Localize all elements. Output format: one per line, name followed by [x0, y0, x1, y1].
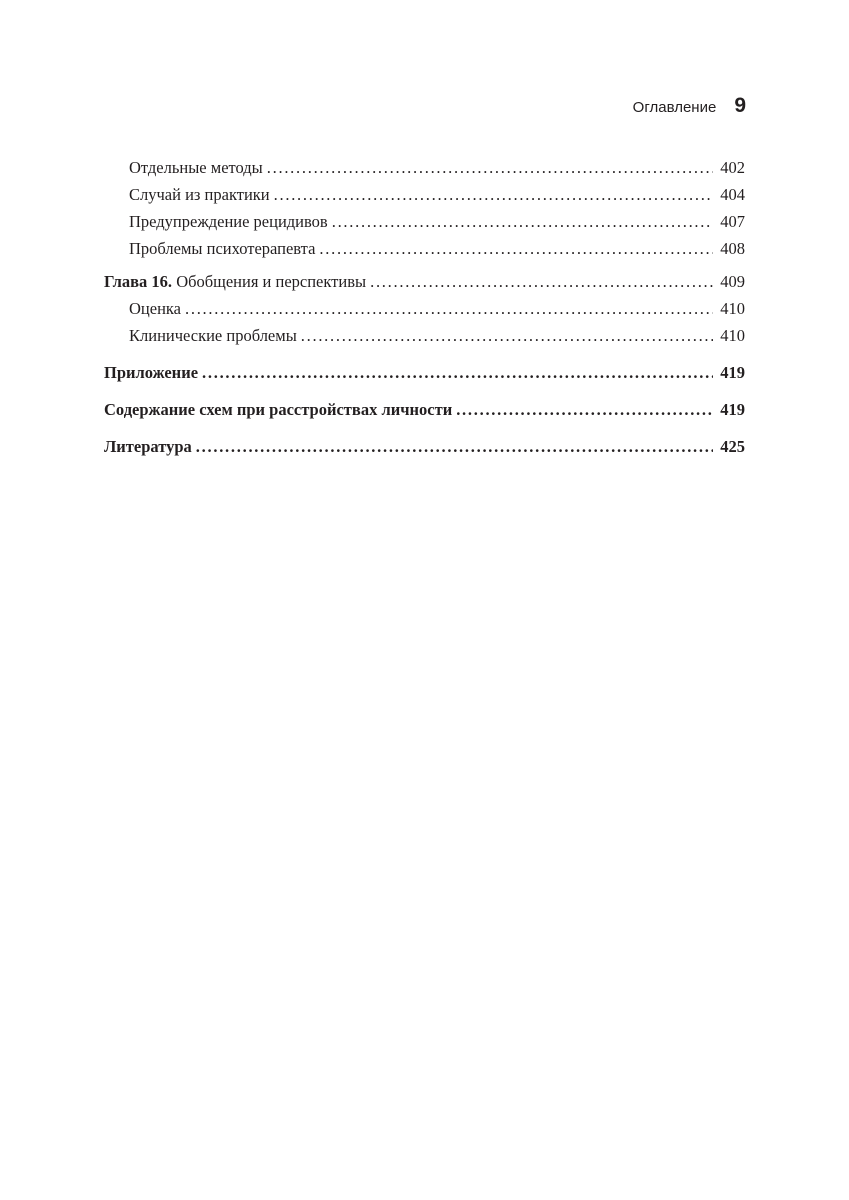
running-head	[633, 94, 746, 118]
toc-entry-title: Приложение	[104, 363, 199, 382]
dot-leader	[319, 239, 713, 259]
toc-entry-title: Проблемы психотерапевта	[129, 239, 316, 258]
toc-entry-title: Предупреждение рецидивов	[129, 212, 328, 231]
toc-bold-entry[interactable]	[104, 363, 745, 390]
toc-entry[interactable]	[104, 158, 745, 185]
table-of-contents	[104, 158, 745, 464]
toc-entry[interactable]	[104, 299, 745, 326]
dot-leader	[301, 326, 713, 346]
dot-leader	[456, 400, 713, 420]
toc-entry-page: 410	[720, 326, 745, 345]
toc-entry-title: Содержание схем при расстройствах личности	[104, 400, 453, 419]
toc-entry-title: Оценка	[129, 299, 181, 318]
toc-entry[interactable]	[104, 239, 745, 266]
dot-leader	[267, 158, 713, 178]
toc-entry[interactable]	[104, 326, 745, 353]
toc-entry-title: Обобщения и перспективы	[176, 272, 367, 291]
page-number: 9	[734, 94, 746, 117]
dot-leader	[370, 272, 713, 292]
dot-leader	[202, 363, 713, 383]
running-head-title: Оглавление	[632, 99, 717, 116]
dot-leader	[274, 185, 713, 205]
toc-entry-page: 425	[720, 437, 745, 456]
toc-entry-page: 408	[720, 239, 745, 258]
dot-leader	[185, 299, 713, 319]
toc-entry-title: Клинические проблемы	[129, 326, 297, 345]
toc-chapter-entry[interactable]	[104, 272, 745, 299]
toc-entry-page: 409	[720, 272, 745, 291]
dot-leader	[196, 437, 713, 457]
toc-entry-page: 402	[720, 158, 745, 177]
chapter-label: Глава 16.	[104, 272, 173, 291]
toc-entry-title: Литература	[104, 437, 192, 456]
toc-entry[interactable]	[104, 185, 745, 212]
toc-entry-page: 407	[720, 212, 745, 231]
toc-entry[interactable]	[104, 212, 745, 239]
dot-leader	[332, 212, 713, 232]
toc-entry-title: Отдельные методы	[129, 158, 263, 177]
toc-bold-entry[interactable]	[104, 437, 745, 464]
toc-bold-entry[interactable]	[104, 400, 745, 427]
toc-entry-page: 419	[720, 363, 745, 382]
toc-entry-page: 410	[720, 299, 745, 318]
toc-entry-page: 404	[720, 185, 745, 204]
toc-entry-title: Случай из практики	[129, 185, 270, 204]
toc-entry-page: 419	[720, 400, 745, 419]
